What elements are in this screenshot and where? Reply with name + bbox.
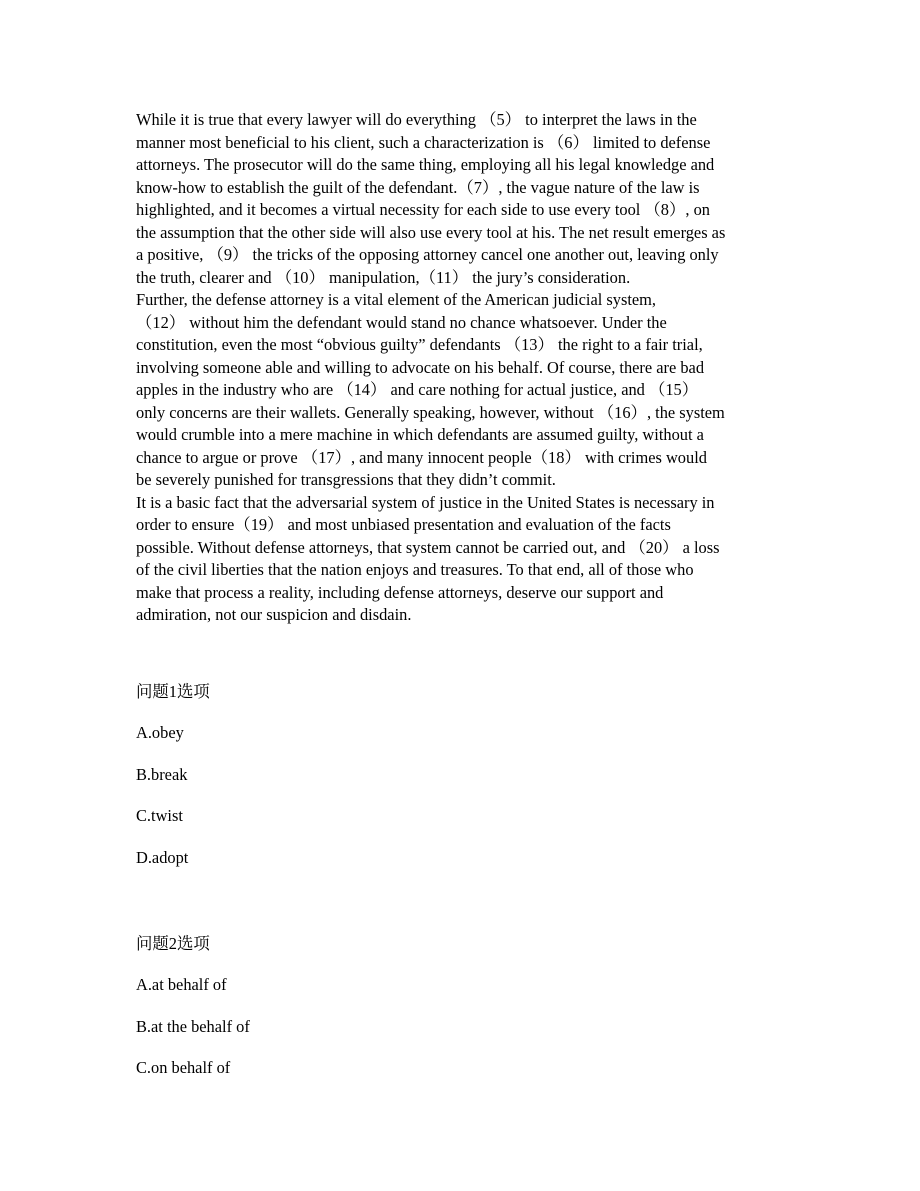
passage-paragraph-2: Further, the defense attorney is a vital element of the American judicial system, （12） without him the defendant would stand no chance whatsoever. Under the constitution, even the most “obvious guilty” defendants （13） the right to a fair trial, involving someone able and willing to advocate on his behalf. Of course, there are bad apples in the industry who are （14） and care nothing for actual justice, and （15） only concerns are their wallets. Generally speaking, however, without （16）, the system would crumble into a mere machine in which defendants are assumed guilty, without a chance to argue or prove （17）, and many innocent people（18） with crimes would be severely punished for transgressions that they didn’t commit.	[136, 290, 725, 489]
passage-paragraph-3: It is a basic fact that the adversarial system of justice in the United States is necessary in order to ensure（19） and most unbiased presentation and evaluation of the facts possible. Without defense attorneys, that system cannot be carried out, and （20） a loss of the civil liberties that the nation enjoys and treasures. To that end, all of those who make that process a reality, including defense attorneys, deserve our support and admiration, not our suspicion and disdain.	[136, 492, 720, 624]
question-1-option-c: C.twist	[136, 806, 183, 826]
question-2-option-b: B.at the behalf of	[136, 1016, 250, 1036]
question-1-option-a: A.obey	[136, 723, 184, 742]
passage	[136, 109, 788, 627]
question-2-block	[136, 932, 736, 1098]
question-1-title: 问题1选项	[136, 682, 210, 701]
question-1-option-d: D.adopt	[136, 848, 189, 868]
passage-paragraph-1: While it is true that every lawyer will do everything （5） to interpret the laws in the manner most beneficial to his client, such a characterization is （6） limited to defense attorneys. The prosecutor will do the same thing, employing all his legal knowledge and know-how to establish the guilt of the defendant.（7）, the vague nature of the law is highlighted, and it becomes a virtual necessity for each side to use every tool （8）, on the assumption that the other side will also use every tool at his. The net result emerges as a positive, （9） the tricks of the opposing attorney cancel one another out, leaving only the truth, clearer and （10） manipulation,（11） the jury’s consideration.	[136, 110, 726, 287]
question-2-title: 问题2选项	[136, 934, 210, 953]
question-1-block	[136, 680, 736, 888]
question-2-option-c: C.on behalf of	[136, 1058, 231, 1078]
question-1-option-b: B.break	[136, 764, 188, 784]
question-2-option-a: A.at behalf of	[136, 975, 227, 994]
